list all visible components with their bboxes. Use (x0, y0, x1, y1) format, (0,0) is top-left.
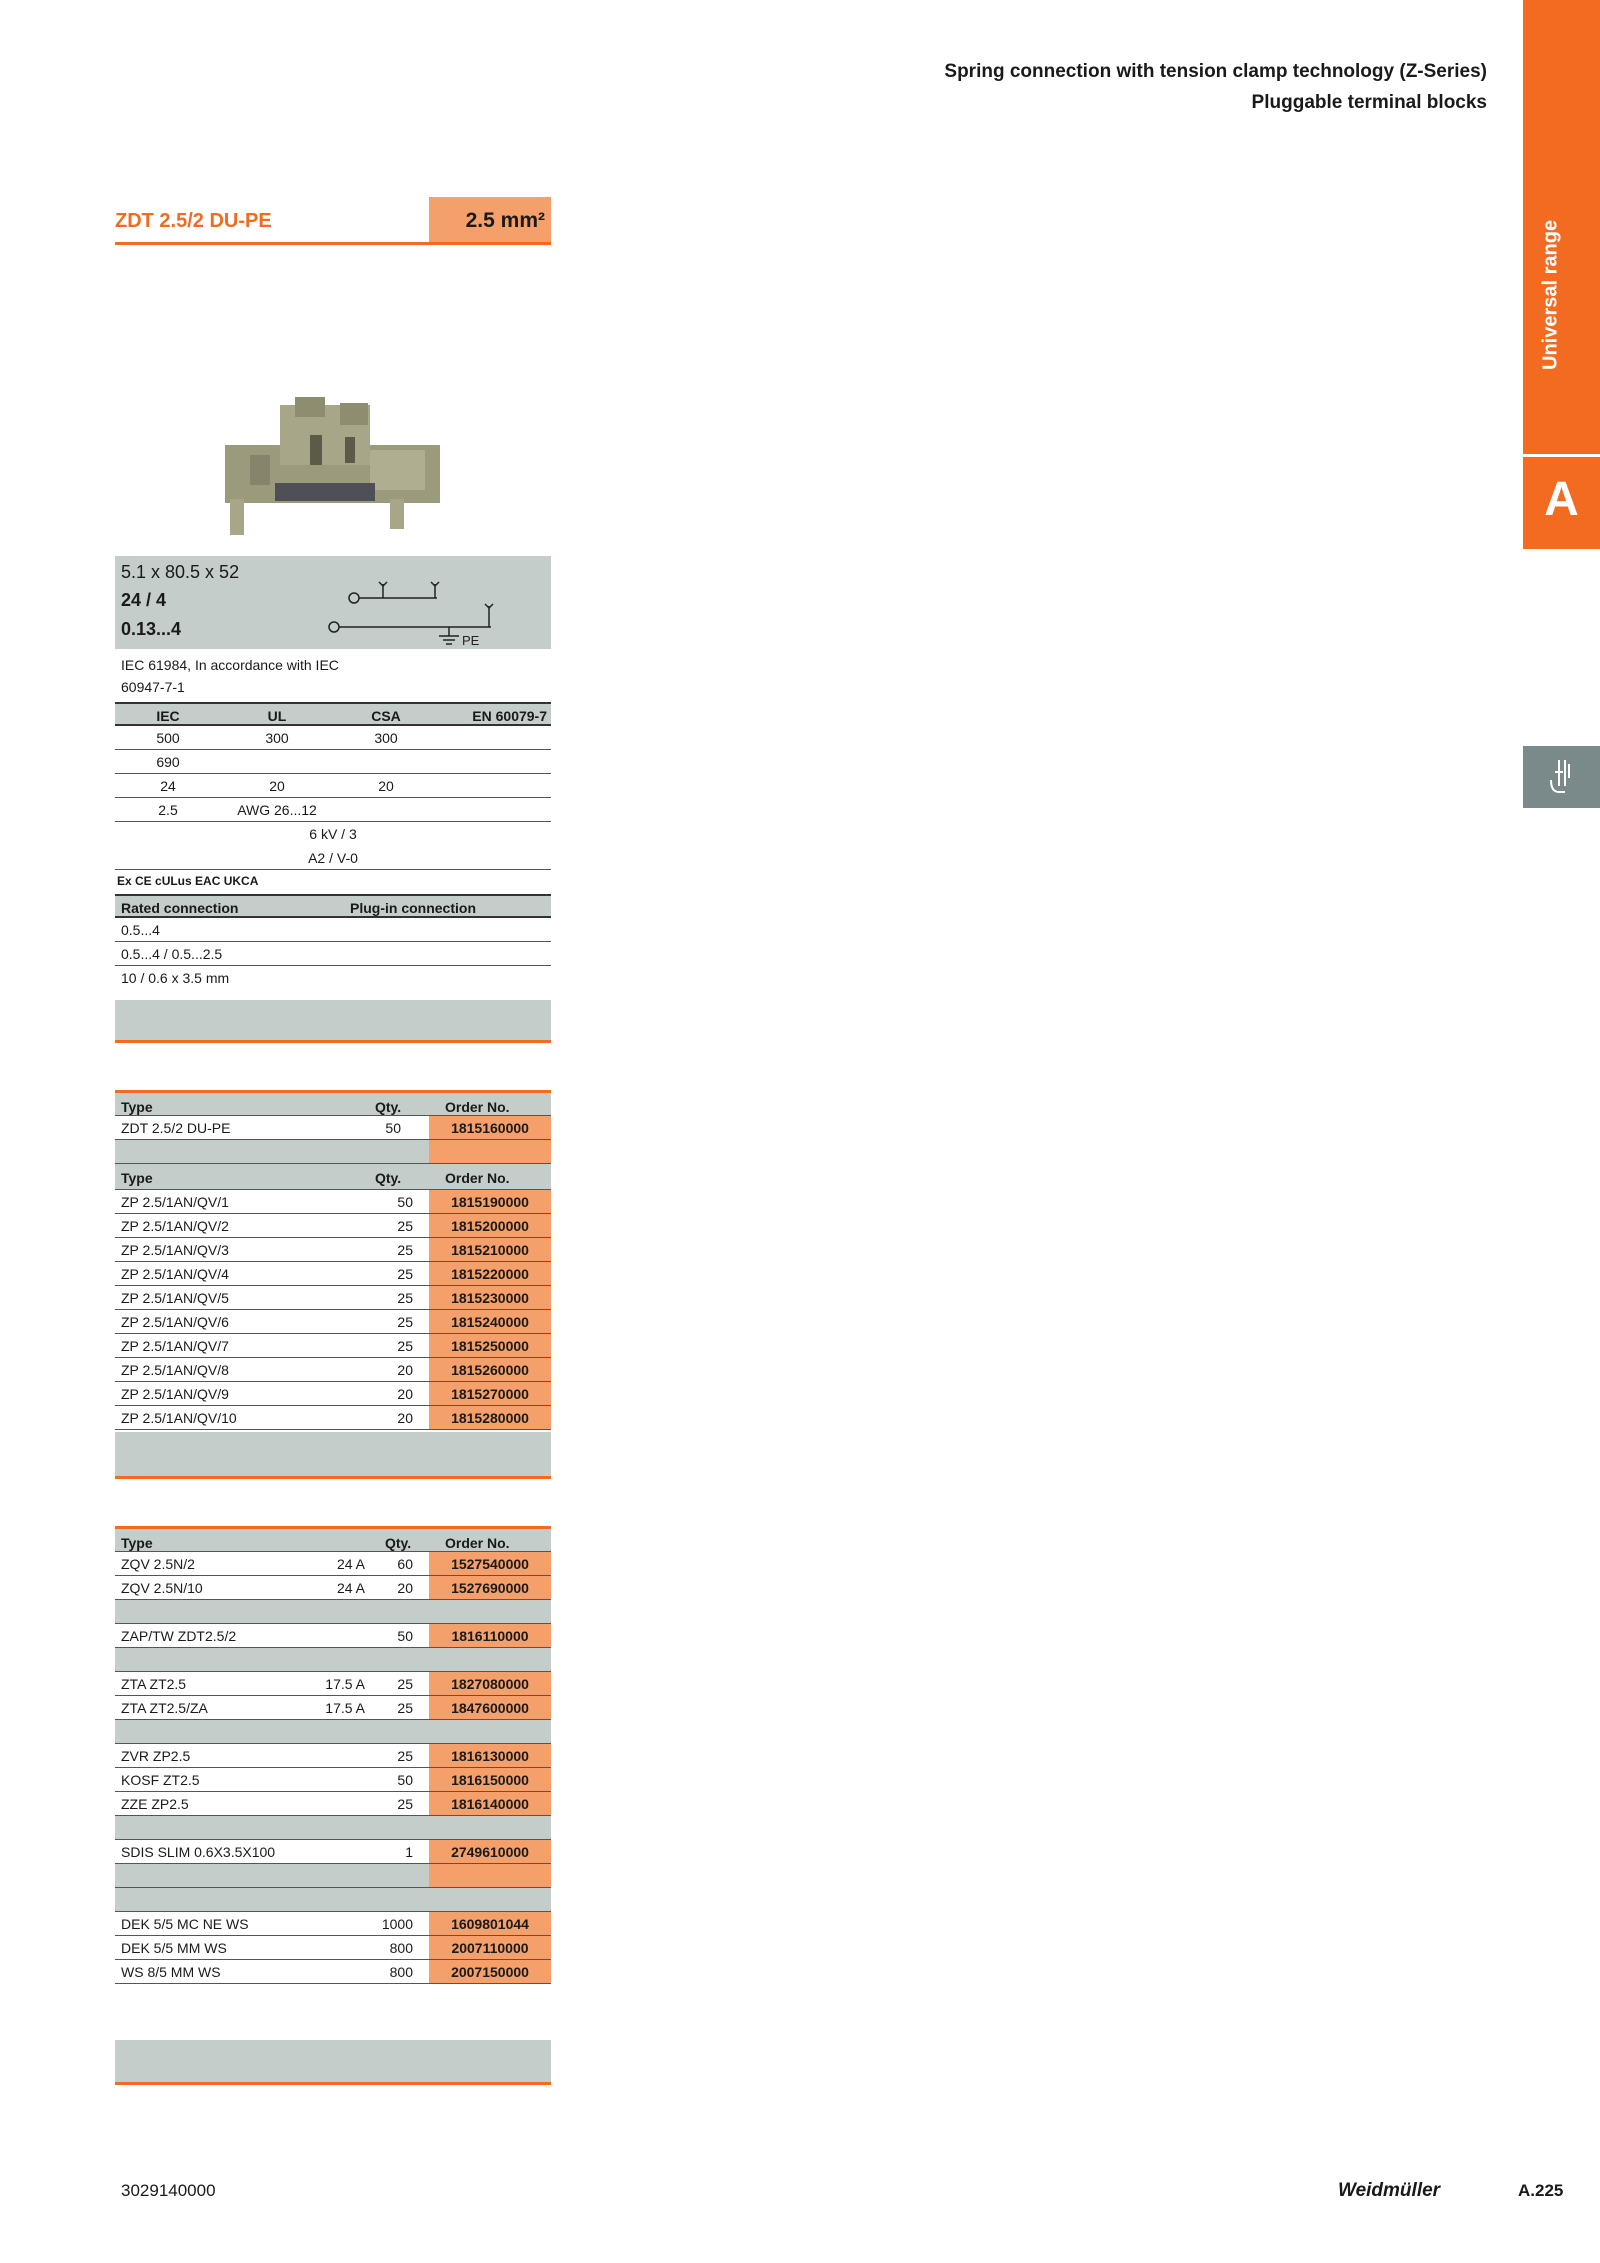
cell: 0.5...4 (121, 922, 160, 938)
cell: 2.5 (158, 802, 178, 818)
order-type: DEK 5/5 MM WS (121, 1940, 227, 1956)
table-row (115, 918, 551, 942)
cell: 20 (378, 778, 394, 794)
order-number[interactable]: 1815210000 (429, 1238, 551, 1261)
col-type: Type (121, 1535, 153, 1551)
order-type: WS 8/5 MM WS (121, 1964, 221, 1980)
brand-logo: Weidmüller (1338, 2180, 1441, 2201)
order-number[interactable]: 1609801044 (429, 1912, 551, 1935)
order-type: ZTA ZT2.5 (121, 1676, 187, 1692)
cell: 300 (374, 730, 398, 746)
order-number[interactable]: 1816130000 (429, 1744, 551, 1767)
order-qty: 25 (397, 1338, 413, 1354)
pe-label: PE (462, 633, 480, 648)
product-name: ZDT 2.5/2 DU-PE (115, 210, 272, 232)
section-tab-label: Universal range (1539, 219, 1562, 370)
col-en: EN 60079-7 (472, 708, 547, 724)
spec-summary-box (115, 556, 551, 649)
order-spacer (115, 1600, 551, 1624)
col-order-no: Order No. (445, 1535, 510, 1551)
table-row (115, 966, 551, 990)
order-row[interactable] (115, 1214, 551, 1238)
order-type: KOSF ZT2.5 (121, 1772, 200, 1788)
section-tab[interactable] (1523, 0, 1600, 549)
order-type: ZQV 2.5N/10 (121, 1580, 203, 1596)
col-order-no: Order No. (445, 1170, 510, 1186)
order-rating: 24 A (336, 1580, 365, 1596)
order-type: ZP 2.5/1AN/QV/4 (121, 1266, 229, 1282)
order-row[interactable] (115, 1552, 551, 1576)
cell: 20 (269, 778, 285, 794)
order-qty: 25 (397, 1748, 413, 1764)
order-qty: 60 (397, 1556, 413, 1572)
header-title: Spring connection with tension clamp technology (Z-Series) (944, 61, 1487, 82)
order-type: ZP 2.5/1AN/QV/3 (121, 1242, 229, 1258)
dimensions-value: 5.1 x 80.5 x 52 (121, 562, 240, 582)
screwdriver-terminal-icon (1545, 756, 1579, 798)
order-type: ZP 2.5/1AN/QV/7 (121, 1338, 229, 1354)
order-number[interactable]: 1815230000 (429, 1286, 551, 1309)
table-row (115, 942, 551, 966)
order-row[interactable] (115, 1840, 551, 1864)
order-qty: 800 (389, 1964, 413, 1980)
col-type: Type (121, 1099, 153, 1115)
approvals-table-header (115, 702, 551, 726)
cell: 690 (156, 754, 180, 770)
order-row[interactable] (115, 1672, 551, 1696)
order-number[interactable]: 1816110000 (429, 1624, 551, 1647)
order-qty: 25 (397, 1700, 413, 1716)
order-number[interactable]: 1527540000 (429, 1552, 551, 1575)
order-spacer-cell (429, 1140, 551, 1163)
order-type: ZTA ZT2.5/ZA (121, 1700, 208, 1716)
section-divider (115, 2082, 551, 2085)
order-qty: 25 (397, 1218, 413, 1234)
cell: 300 (265, 730, 289, 746)
order-row[interactable] (115, 1262, 551, 1286)
order-number[interactable]: 2007150000 (429, 1960, 551, 1983)
order-type: ZP 2.5/1AN/QV/5 (121, 1290, 229, 1306)
order-type: ZP 2.5/1AN/QV/8 (121, 1362, 229, 1378)
cell: 0.5...4 / 0.5...2.5 (121, 946, 223, 962)
section-tab-divider (1523, 454, 1600, 457)
order-number[interactable]: 1815260000 (429, 1358, 551, 1381)
section-divider (115, 1476, 551, 1479)
order-row[interactable] (115, 1358, 551, 1382)
order-number[interactable]: 1815280000 (429, 1406, 551, 1429)
order-qty: 20 (397, 1580, 413, 1596)
order-row[interactable] (115, 1286, 551, 1310)
order-type: ZDT 2.5/2 DU-PE (121, 1120, 231, 1136)
order-spacer-cell (429, 1864, 551, 1887)
order-spacer (115, 1864, 551, 1888)
order-table-header (115, 1526, 551, 1552)
order-qty: 50 (397, 1194, 413, 1210)
certification-marks (115, 870, 551, 894)
order-qty: 20 (397, 1386, 413, 1402)
document-number: 3029140000 (121, 2181, 216, 2200)
order-type: ZP 2.5/1AN/QV/9 (121, 1386, 229, 1402)
order-number[interactable]: 2007110000 (429, 1936, 551, 1959)
col-order-no: Order No. (445, 1099, 510, 1115)
order-row[interactable] (115, 1744, 551, 1768)
order-row[interactable] (115, 1382, 551, 1406)
order-row[interactable] (115, 1406, 551, 1430)
order-row[interactable] (115, 1792, 551, 1816)
table-row (115, 726, 551, 750)
order-number[interactable]: 1815190000 (429, 1190, 551, 1213)
section-divider (115, 1040, 551, 1043)
cell: AWG 26...12 (237, 802, 317, 818)
col-qty: Qty. (375, 1170, 402, 1186)
order-type: ZZE ZP2.5 (121, 1796, 189, 1812)
order-number[interactable]: 1815250000 (429, 1334, 551, 1357)
wiring-diagram (325, 564, 545, 648)
col-qty: Qty. (375, 1099, 402, 1115)
order-number[interactable]: 1815220000 (429, 1262, 551, 1285)
order-row[interactable] (115, 1624, 551, 1648)
col-ul: UL (267, 708, 287, 724)
order-number[interactable]: 1527690000 (429, 1576, 551, 1599)
order-type: ZQV 2.5N/2 (121, 1556, 195, 1572)
order-qty: 20 (397, 1410, 413, 1426)
order-qty: 50 (397, 1628, 413, 1644)
order-row[interactable] (115, 1912, 551, 1936)
table-row (115, 798, 551, 822)
order-qty: 1 (405, 1844, 413, 1860)
cell: 6 kV / 3 (309, 826, 357, 842)
connection-table-header (115, 894, 551, 918)
order-rating: 17.5 A (325, 1700, 365, 1716)
order-spacer (115, 1648, 551, 1672)
order-row[interactable] (115, 1238, 551, 1262)
order-table-header (115, 1090, 551, 1116)
section-spacer (115, 1432, 551, 1476)
terminal-category-tab[interactable] (1523, 746, 1600, 808)
order-type: DEK 5/5 MC NE WS (121, 1916, 249, 1932)
order-type: ZVR ZP2.5 (121, 1748, 191, 1764)
order-row[interactable] (115, 1696, 551, 1720)
order-number[interactable]: 1815160000 (429, 1116, 551, 1139)
standards-note: IEC 61984, In accordance with IEC 60947-7-1 (121, 657, 339, 695)
order-spacer (115, 1720, 551, 1744)
order-row[interactable] (115, 1768, 551, 1792)
table-row (115, 750, 551, 774)
col-qty: Qty. (385, 1535, 412, 1551)
table-row (115, 846, 551, 870)
order-rating: 24 A (336, 1556, 365, 1572)
order-number[interactable]: 1815200000 (429, 1214, 551, 1237)
order-row[interactable] (115, 1310, 551, 1334)
order-number[interactable]: 1827080000 (429, 1672, 551, 1695)
order-row[interactable] (115, 1576, 551, 1600)
order-qty: 25 (397, 1290, 413, 1306)
order-qty: 25 (397, 1242, 413, 1258)
order-qty: 20 (397, 1362, 413, 1378)
order-number[interactable]: 2749610000 (429, 1840, 551, 1863)
order-number[interactable]: 1815270000 (429, 1382, 551, 1405)
order-row[interactable] (115, 1936, 551, 1960)
table-row (115, 822, 551, 846)
order-type: ZP 2.5/1AN/QV/10 (121, 1410, 237, 1426)
cell: 500 (156, 730, 180, 746)
page-number: A.225 (1518, 2181, 1564, 2200)
section-tab-letter: A (1544, 473, 1579, 526)
section-spacer (115, 2040, 551, 2082)
col-csa: CSA (371, 708, 401, 724)
order-number[interactable]: 1816140000 (429, 1792, 551, 1815)
page-header (944, 56, 1487, 118)
product-cross-section: 2.5 mm² (429, 197, 551, 242)
order-spacer (115, 1888, 551, 1912)
rated-current-value: 24 / 4 (121, 590, 167, 610)
order-number[interactable]: 1815240000 (429, 1310, 551, 1333)
order-number[interactable]: 1847600000 (429, 1696, 551, 1719)
order-qty: 800 (389, 1940, 413, 1956)
order-row[interactable] (115, 1334, 551, 1358)
cell: 24 (160, 778, 176, 794)
order-type: ZP 2.5/1AN/QV/1 (121, 1194, 229, 1210)
col-type: Type (121, 1170, 153, 1186)
order-number[interactable]: 1816150000 (429, 1768, 551, 1791)
col-plugin-connection: Plug-in connection (350, 900, 476, 916)
product-image (220, 395, 450, 545)
order-table-header (115, 1164, 551, 1190)
order-type: ZP 2.5/1AN/QV/6 (121, 1314, 229, 1330)
order-qty: 25 (397, 1266, 413, 1282)
order-row[interactable] (115, 1190, 551, 1214)
col-rated-connection: Rated connection (121, 900, 239, 916)
header-subtitle: Pluggable terminal blocks (1251, 92, 1487, 113)
cross-section-value: 0.13...4 (121, 619, 182, 639)
order-qty: 50 (385, 1120, 401, 1136)
order-rating: 17.5 A (325, 1676, 365, 1692)
order-qty: 25 (397, 1676, 413, 1692)
cell: A2 / V-0 (308, 850, 358, 866)
order-qty: 25 (397, 1314, 413, 1330)
order-spacer (115, 1140, 551, 1164)
section-spacer (115, 1000, 551, 1040)
order-spacer (115, 1816, 551, 1840)
cell: 10 / 0.6 x 3.5 mm (121, 970, 230, 986)
table-row (115, 774, 551, 798)
cert-logos: Ex CE cULus EAC UKCA (117, 874, 259, 888)
order-type: ZAP/TW ZDT2.5/2 (121, 1628, 237, 1644)
order-row[interactable] (115, 1116, 551, 1140)
order-qty: 25 (397, 1796, 413, 1812)
order-qty: 1000 (381, 1916, 413, 1932)
product-title-bar (115, 197, 551, 245)
order-type: ZP 2.5/1AN/QV/2 (121, 1218, 229, 1234)
order-type: SDIS SLIM 0.6X3.5X100 (121, 1844, 276, 1860)
order-row[interactable] (115, 1960, 551, 1984)
order-qty: 50 (397, 1772, 413, 1788)
col-iec: IEC (156, 708, 180, 724)
